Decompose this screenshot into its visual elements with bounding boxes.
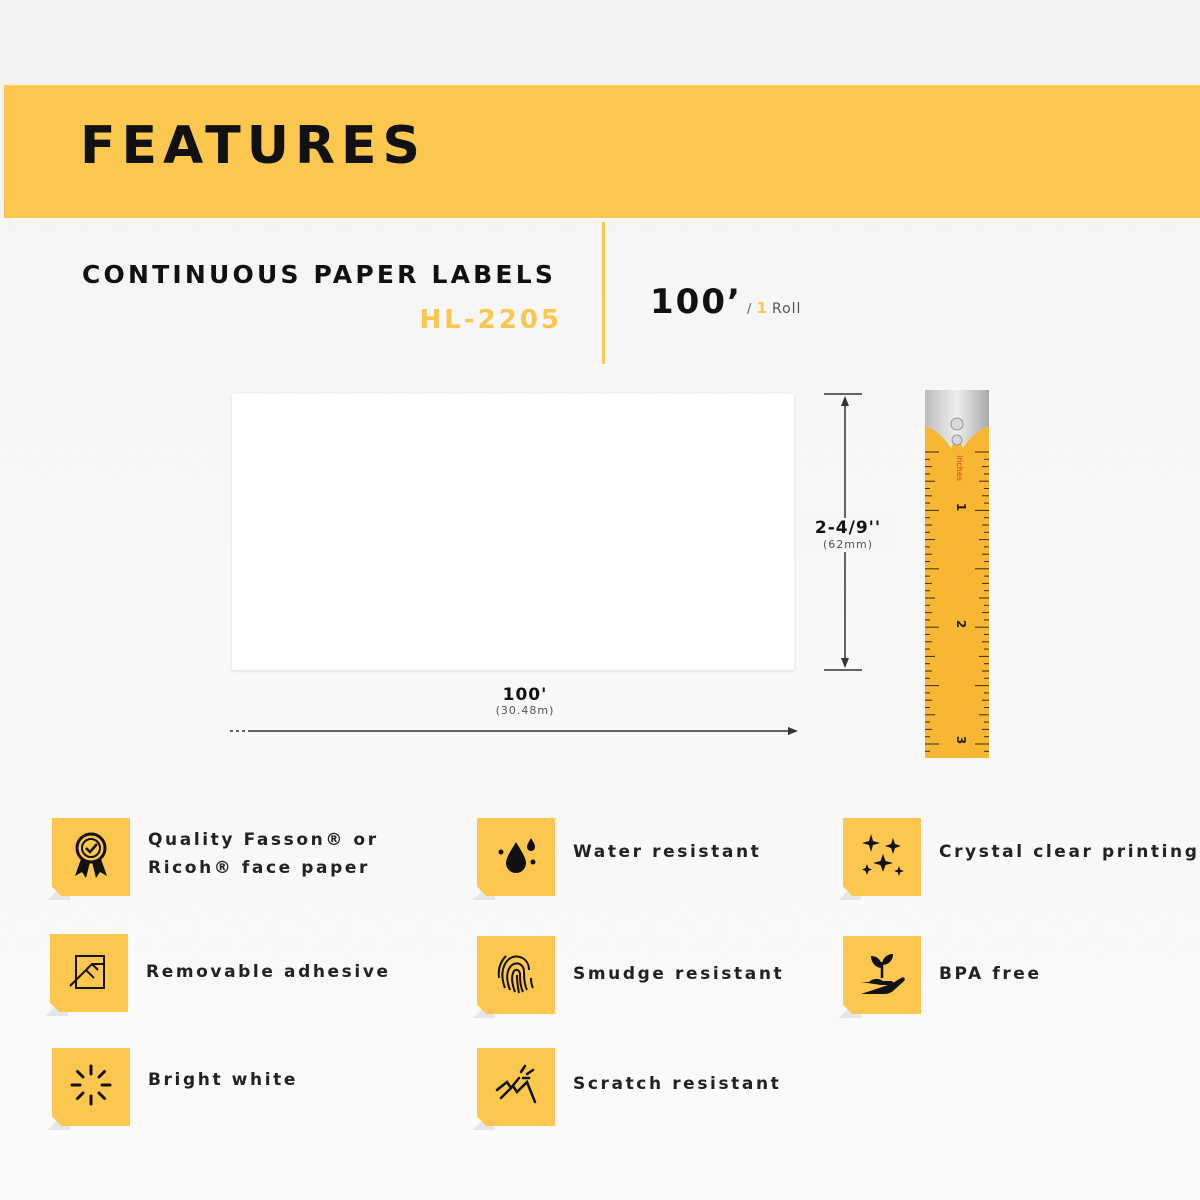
feature-bpa-free [843,936,1200,1016]
peel-label-icon [64,946,114,996]
feature-label-line1: Quality Fasson® or [148,830,379,850]
feature-tile [52,818,130,896]
feature-tile [477,818,555,896]
roll-length-value: 100’ [650,282,742,322]
award-ribbon-icon [66,830,116,880]
header-divider [602,222,605,364]
product-model: HL-2205 [419,305,562,335]
feature-smudge-resistant [477,936,897,1016]
length-dimension-value: 100' [502,685,548,705]
label-sample [232,394,794,670]
feature-label: Removable adhesive [146,962,391,982]
feature-label: Crystal clear printing [939,842,1200,862]
feature-crystal-clear [843,818,1200,898]
ruler-mark-3: 3 [954,735,968,745]
feature-bright-white [52,1048,472,1128]
ruler-mark-2: 2 [954,619,968,629]
feature-tile [477,1048,555,1126]
feature-tile [477,936,555,1014]
sunburst-icon [66,1060,116,1110]
roll-quantity: 1 [756,299,767,317]
page-title: FEATURES [80,116,426,176]
feature-tile [843,818,921,896]
fingerprint-icon [491,948,541,998]
product-title: CONTINUOUS PAPER LABELS [82,260,557,289]
feature-label: BPA free [939,964,1042,984]
feature-scratch-resistant [477,1048,897,1128]
tape-measure-icon [921,390,993,758]
ruler-mark-1: 1 [954,502,968,512]
scratch-icon [491,1060,541,1110]
length-dimension-metric: (30.48m) [495,703,555,717]
plant-hand-icon [857,948,907,998]
feature-quality-paper [52,818,472,898]
roll-length [650,282,802,322]
sparkles-icon [857,830,907,880]
length-dimension-label [470,686,580,717]
feature-tile [52,1048,130,1126]
ruler-unit-label: inches [955,455,964,481]
width-dimension-label [800,518,896,552]
length-dimension-line [230,726,798,736]
feature-label: Smudge resistant [573,964,785,984]
feature-tile [50,934,128,1012]
feature-label-line2: Ricoh® face paper [148,858,371,878]
roll-length-separator: / [746,302,752,317]
feature-label: Water resistant [573,842,762,862]
feature-water-resistant [477,818,897,898]
width-dimension-value: 2-4/9'' [814,518,882,538]
width-dimension-metric: (62mm) [822,538,873,552]
feature-tile [843,936,921,1014]
feature-label: Scratch resistant [573,1074,782,1094]
water-drops-icon [491,830,541,880]
roll-unit: Roll [772,301,802,317]
feature-label: Bright white [148,1070,298,1090]
feature-removable-adhesive [50,934,470,1014]
